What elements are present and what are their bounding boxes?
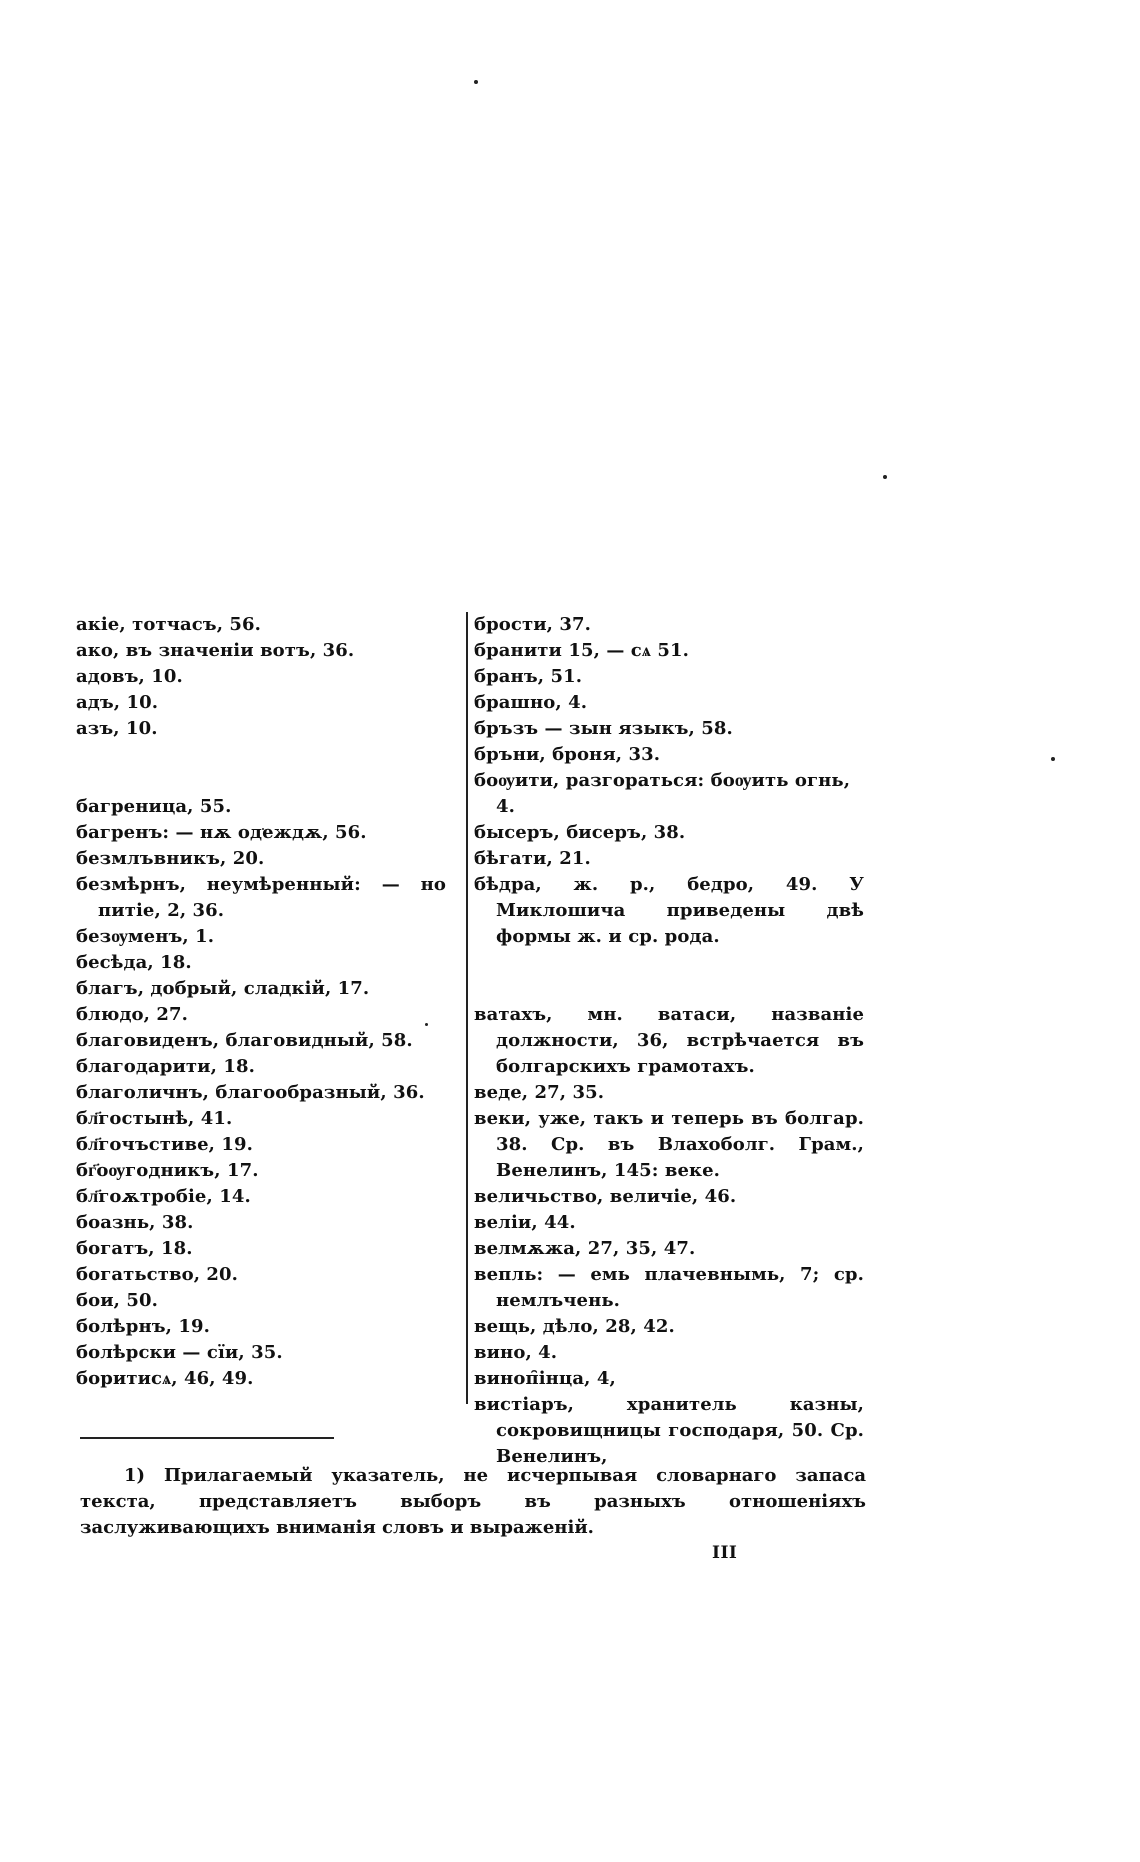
footnote-text: 1) Прилагаемый указатель, не исчерпывая словарнаго запаса текста, представляетъ выборъ въ разныхъ отношеніяхъ заслуживающихъ вниманія словъ и выраженій. — [80, 1465, 866, 1538]
page-number: III — [712, 1543, 738, 1563]
index-entry: акіе, тотчасъ, 56. — [76, 614, 262, 635]
index-entry: велмѫжа, 27, 35, 47. — [474, 1238, 696, 1259]
index-entry: брашно, 4. — [474, 692, 588, 713]
ink-speck — [474, 80, 478, 84]
index-entry: бранити 15, — сѧ 51. — [474, 640, 689, 661]
index-entry: веде, 27, 35. — [474, 1082, 605, 1103]
index-entry: величьство, величіе, 46. — [474, 1186, 737, 1207]
index-entry: бл҃гочъстиве, 19. — [76, 1134, 253, 1155]
index-entry: боазнь, 38. — [76, 1212, 194, 1233]
index-entry: бръзъ — зын языкъ, 58. — [474, 718, 733, 739]
index-entry: благъ, добрый, сладкій, 17. — [76, 978, 370, 999]
index-entry: вистіаръ, хранитель казны, сокровищницы господаря, 50. Ср. Венелинъ, — [474, 1394, 864, 1467]
index-entry: богатьство, 20. — [76, 1264, 239, 1285]
ink-speck — [883, 475, 887, 479]
index-entry: бои, 50. — [76, 1290, 159, 1311]
index-right-column — [474, 612, 864, 1470]
column-divider — [466, 612, 468, 1404]
index-entry: бранъ, 51. — [474, 666, 583, 687]
section-gap — [474, 950, 864, 1002]
index-entry: благоличнъ, благообразный, 36. — [76, 1082, 425, 1103]
index-entry: веліи, 44. — [474, 1212, 576, 1233]
index-entry: боритисѧ, 46, 49. — [76, 1368, 254, 1389]
index-entry: болѣрски — сїи, 35. — [76, 1342, 283, 1363]
index-entry: адовъ, 10. — [76, 666, 183, 687]
index-left-column — [76, 612, 446, 1392]
index-entry: боѹити, разгораться: боѹить огнь, 4. — [474, 770, 851, 817]
ink-speck — [1051, 757, 1055, 761]
index-entry: вепль: — емь плачевнымь, 7; ср. немлъчень. — [474, 1264, 864, 1311]
index-entry: богатъ, 18. — [76, 1238, 193, 1259]
index-entry: ако, въ значеніи вотъ, 36. — [76, 640, 355, 661]
footnote — [80, 1463, 866, 1541]
index-entry: виноп̑інца, 4, — [474, 1368, 616, 1389]
index-entry: багреница, 55. — [76, 796, 232, 817]
index-entry: вино, 4. — [474, 1342, 558, 1363]
index-entry: азъ, 10. — [76, 718, 158, 739]
index-entry: бѣдра, ж. р., бедро, 49. У Миклошича приведены двѣ формы ж. и ср. рода. — [474, 874, 864, 947]
index-entry: благодарити, 18. — [76, 1056, 255, 1077]
index-entry: вещь, дѣло, 28, 42. — [474, 1316, 675, 1337]
index-entry: безѹменъ, 1. — [76, 926, 215, 947]
index-entry: бл҃гоѫтробіе, 14. — [76, 1186, 251, 1207]
index-entry: бѣгати, 21. — [474, 848, 591, 869]
index-entry: брости, 37. — [474, 614, 592, 635]
index-entry: благовиденъ, благовидный, 58. — [76, 1030, 413, 1051]
index-entry: багренъ: — нѫ одеждѫ, 56. — [76, 822, 367, 843]
index-entry: безмлъвникъ, 20. — [76, 848, 265, 869]
footnote-rule — [80, 1437, 334, 1439]
index-entry: безмѣрнъ, неумѣренный: — но питіе, 2, 36. — [76, 874, 446, 921]
section-gap — [76, 742, 446, 794]
index-entry: адъ, 10. — [76, 692, 159, 713]
index-entry: ватахъ, мн. ватаси, названіе должности, 36, встрѣчается въ болгарскихъ грамотахъ. — [474, 1004, 864, 1077]
index-entry: бл҃гостынѣ, 41. — [76, 1108, 233, 1129]
index-entry: веки, уже, такъ и теперь въ болгар. 38. Ср. въ Влахоболг. Грам., Венелинъ, 145: веке. — [474, 1108, 864, 1181]
index-entry: бръни, броня, 33. — [474, 744, 661, 765]
index-entry: бысеръ, бисеръ, 38. — [474, 822, 686, 843]
index-entry: бг҃оѹгодникъ, 17. — [76, 1160, 259, 1181]
index-entry: бесѣда, 18. — [76, 952, 192, 973]
index-entry: блюдо, 27. — [76, 1004, 189, 1025]
index-entry: болѣрнъ, 19. — [76, 1316, 210, 1337]
